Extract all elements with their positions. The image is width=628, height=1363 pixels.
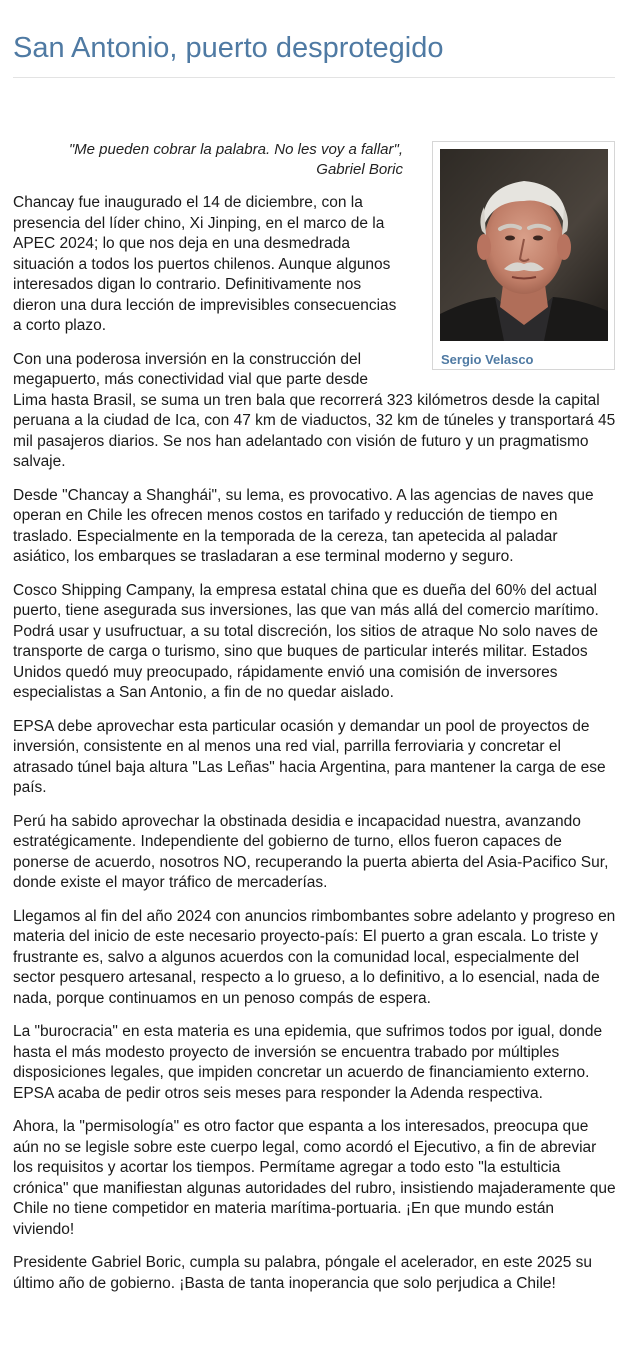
paragraph: Perú ha sabido aprovechar la obstinada desidia e incapacidad nuestra, avanzando estratégicamente. Independiente del gobierno de turno, ellos fueron capaces de ponerse de acuerdo, nosotros NO, recuperando la puerta abierta del Asia-Pacifico Sur, donde existe el mayor tráfico de mercaderías. (13, 812, 609, 891)
article-body (13, 140, 616, 1294)
paragraph: EPSA debe aprovechar esta particular ocasión y demandar un pool de proyectos de inversión, consistente en al menos una red vial, parrilla ferroviaria y concretar el atrasado túnel baja altura "Las Leñas" hacia Argentina, para mantener la carga de ese país. (13, 717, 606, 796)
paragraph: Con una poderosa inversión en la construcción del megapuerto, más conectividad vial que parte desde Lima hasta Brasil, se suma un tren bala que recorrerá 323 kilómetros desde la capital peruana a la ciudad de Ica, con 47 km de viaductos, 32 km de túneles y transportará 45 mil pasajeros diarios. Se nos han adelantado con visión de futuro y un pragmatismo salvaje. (13, 350, 616, 470)
author-card-spacer (403, 140, 616, 378)
paragraph: Presidente Gabriel Boric, cumpla su palabra, póngale el acelerador, en este 2025 su último año de gobierno. ¡Basta de tanta inoperancia que solo perjudica a Chile! (13, 1254, 593, 1292)
paragraph: La "burocracia" en esta materia es una epidemia, que sufrimos todos por igual, donde hasta el más modesto proyecto de inversión se encuentra trabado por múltiples disposiciones legales, que impiden concretar un acuerdo de financiamiento externo. EPSA acaba de pedir otros seis meses para responder la Adenda respectiva. (13, 1023, 603, 1102)
author-name[interactable]: Sergio Velasco (441, 352, 534, 367)
quote-text: "Me pueden cobrar la palabra. No les voy a fallar", (68, 141, 403, 158)
title-divider (13, 77, 615, 78)
page-title: San Antonio, puerto desprotegido (13, 32, 444, 64)
paragraph: Ahora, la "permisología" es otro factor que espanta a los interesados, preocupa que aún no se legisle sobre este cuerpo legal, como acordó el Ejecutivo, a fin de abreviar los requisitos y acortar los tiempos. Permítame agregar a todo esto "la estulticia crónica" que manifiestan algunas autoridades del rubro, insistiendo majaderamente que Chile no tiene competidor en materia marítima-portuaria. ¡En que mundo están viviendo! (13, 1118, 616, 1238)
paragraph: Chancay fue inaugurado el 14 de diciembre, con la presencia del líder chino, Xi Jinping, en el marco de la APEC 2024; lo que nos deja en una desmedrada situación a todos los puertos chilenos. Aunque algunos interesados digan lo contrario. Definitivamente nos dieron una dura lección de imprevisibles consecuencias a corto plazo. (13, 194, 397, 334)
paragraph: Cosco Shipping Campany, la empresa estatal china que es dueña del 60% del actual puerto, tiene asegurada sus inversiones, las que van más allá del comercio marítimo. Podrá usar y usufructuar, a su total discreción, los sitios de atraque No solo naves de transporte de carga o turismo, sino que buques de particular interés militar. Estados Unidos quedó muy preocupado, rápidamente envió una comisión de inversores especialistas a San Antonio, a fin de no quedar aislado. (13, 581, 599, 701)
paragraph: Llegamos al fin del año 2024 con anuncios rimbombantes sobre adelanto y progreso en materia del inicio de este necesario proyecto-país: El puerto a gran escala. Lo triste y frustrante es, salvo a algunos acuerdos con la comunidad local, especialmente del sector pesquero artesanal, respecto a lo grueso, a lo definitivo, a lo esencial, nada de nada, porque continuamos en un penoso compás de espera. (13, 907, 616, 1007)
paragraph: Desde "Chancay a Shanghái", su lema, es provocativo. A las agencias de naves que operan en Chile les ofrecen menos costos en tarifado y reducción de tiempo en traslado. Especialmente en la temporada de la cereza, tan apetecida al paladar asiático, los embarques se trasladaran a ese terminal moderno y seguro. (13, 486, 594, 565)
quote-author: Gabriel Boric (316, 161, 403, 178)
